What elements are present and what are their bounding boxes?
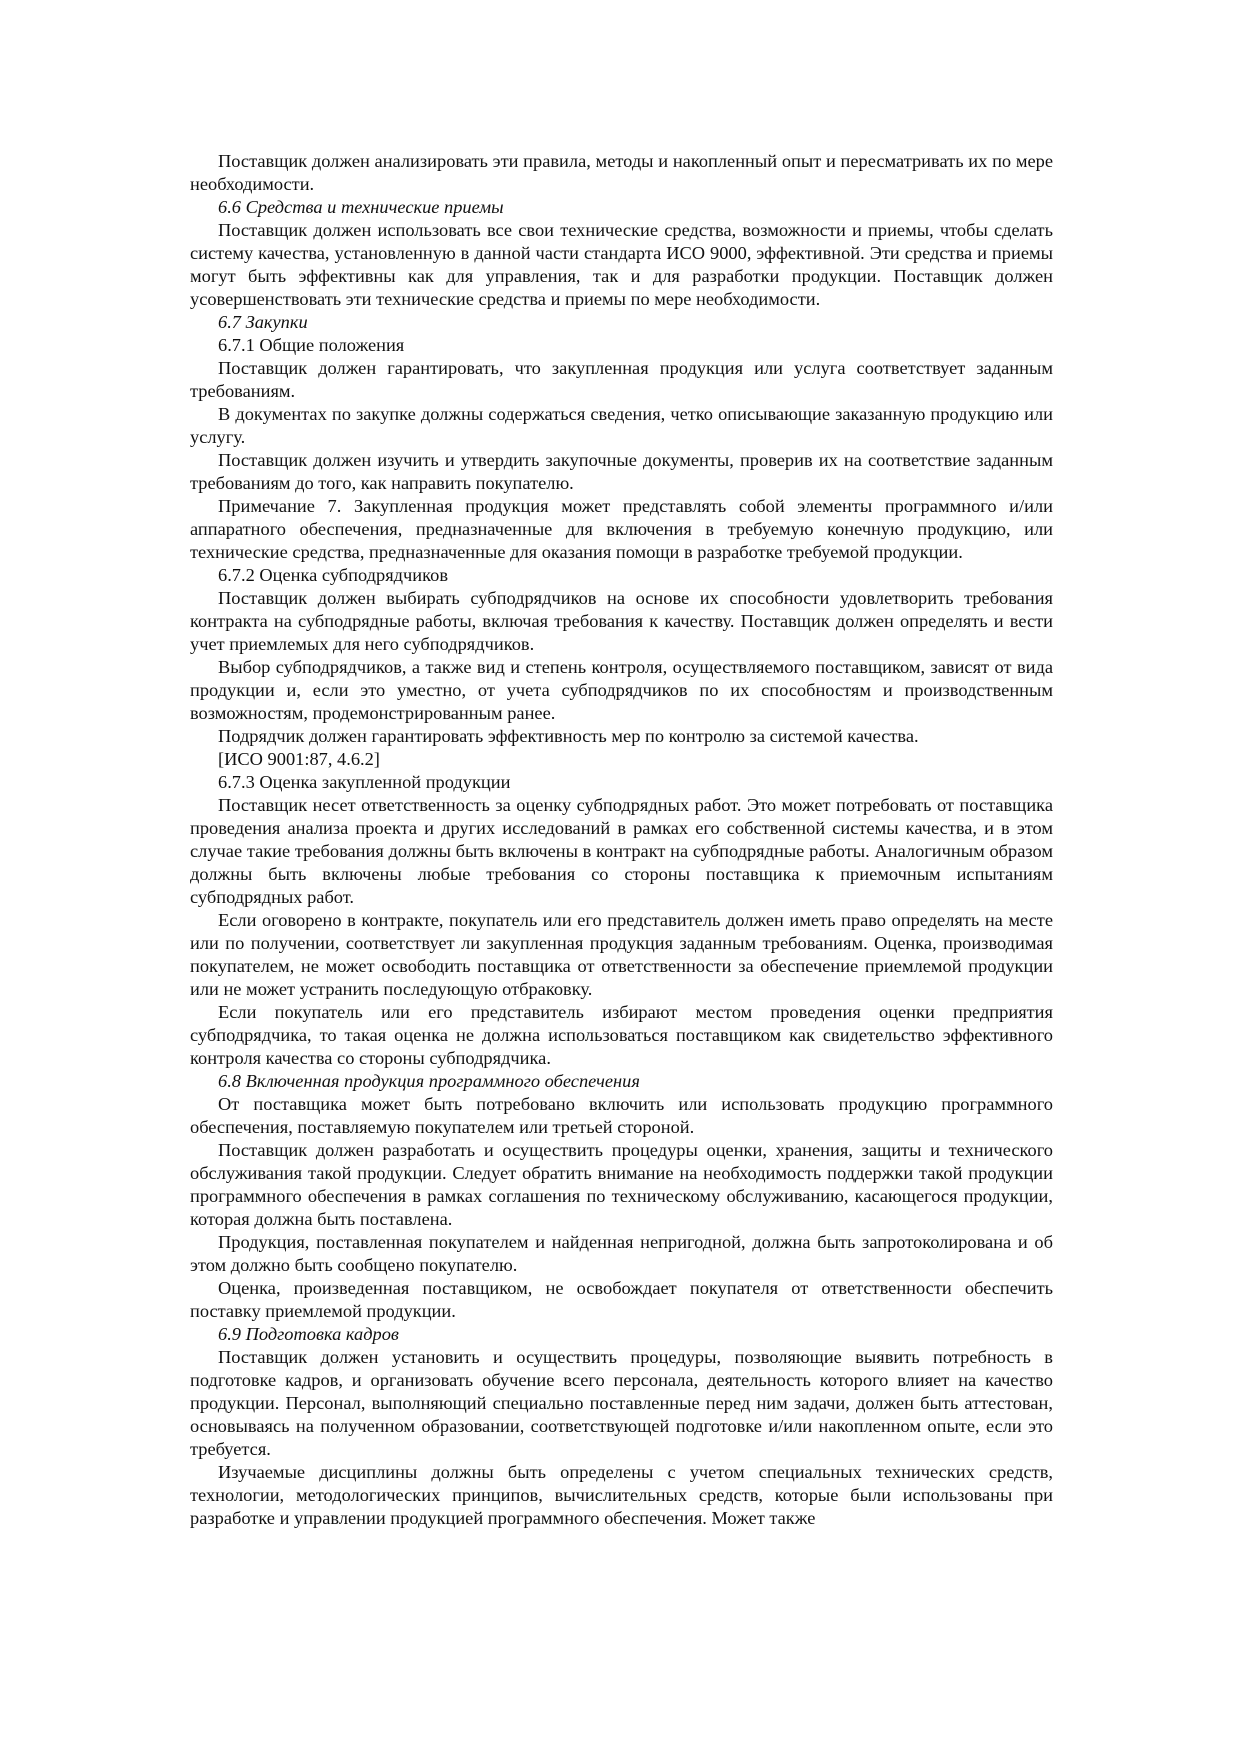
paragraph: Поставщик должен выбирать субподрядчиков на основе их способности удовлетворить требования контракта на субподрядные работы, включая требования к качеству. Поставщик должен определять и вести учет приемлемых для него субподрядчиков. xyxy=(190,588,1053,654)
paragraph: От поставщика может быть потребовано включить или использовать продукцию программного обеспечения, поставляемую покупателем или третьей стороной. xyxy=(190,1094,1053,1137)
paragraph: Если покупатель или его представитель избирают местом проведения оценки предприятия субподрядчика, то такая оценка не должна использоваться поставщиком как свидетельство эффективного контроля качества со стороны субподрядчика. xyxy=(190,1002,1053,1068)
section-heading: 6.8 Включенная продукция программного обеспечения xyxy=(218,1071,640,1091)
note-paragraph: Примечание 7. Закупленная продукция может представлять собой элементы программного и/или аппаратного обеспечения, предназначенные для включения в требуемую конечную продукцию, или технические средства, предназначенные для оказания помощи в разработке требуемой продукции. xyxy=(190,496,1053,562)
subsection-heading: 6.7.3 Оценка закупленной продукции xyxy=(218,772,511,792)
paragraph: Продукция, поставленная покупателем и найденная непригодной, должна быть запротоколирована и об этом должно быть сообщено покупателю. xyxy=(190,1232,1053,1275)
subsection-heading: 6.7.2 Оценка субподрядчиков xyxy=(218,565,448,585)
paragraph: Поставщик должен установить и осуществить процедуры, позволяющие выявить потребность в подготовке кадров, и организовать обучение всего персонала, деятельность которого влияет на качество продукции. Персонал, выполняющий специально поставленные перед ним задачи, должен быть аттестован, основываясь на полученном образовании, соответствующей подготовке и/или накопленном опыте, если это требуется. xyxy=(190,1347,1053,1459)
paragraph: Поставщик должен разработать и осуществить процедуры оценки, хранения, защиты и технического обслуживания такой продукции. Следует обратить внимание на необходимость поддержки такой продукции программного обеспечения в рамках соглашения по техническому обслуживанию, касающегося продукции, которая должна быть поставлена. xyxy=(190,1140,1053,1229)
paragraph: Подрядчик должен гарантировать эффективность мер по контролю за системой качества. xyxy=(218,726,919,746)
subsection-heading: 6.7.1 Общие положения xyxy=(218,335,405,355)
section-heading: 6.6 Средства и технические приемы xyxy=(218,197,504,217)
paragraph: Если оговорено в контракте, покупатель или его представитель должен иметь право определять на месте или по получении, соответствует ли закупленная продукция заданным требованиям. Оценка, производимая покупателем, не может освободить поставщика от ответственности за обеспечение приемлемой продукции или не может устранить последующую отбраковку. xyxy=(190,910,1053,999)
paragraph: Оценка, произведенная поставщиком, не освобождает покупателя от ответственности обеспечить поставку приемлемой продукции. xyxy=(190,1278,1053,1321)
section-heading: 6.9 Подготовка кадров xyxy=(218,1324,399,1344)
paragraph: В документах по закупке должны содержаться сведения, четко описывающие заказанную продукцию или услугу. xyxy=(190,404,1053,447)
paragraph: Изучаемые дисциплины должны быть определены с учетом специальных технических средств, технологии, методологических принципов, вычислительных средств, которые были использованы при разработке и управлении продукцией программного обеспечения. Может также xyxy=(190,1462,1053,1528)
paragraph: Выбор субподрядчиков, а также вид и степень контроля, осуществляемого поставщиком, зависят от вида продукции и, если это уместно, от учета субподрядчиков по их способностям и производственным возможностям, продемонстрированным ранее. xyxy=(190,657,1053,723)
paragraph: Поставщик должен использовать все свои технические средства, возможности и приемы, чтобы сделать систему качества, установленную в данной части стандарта ИСО 9000, эффективной. Эти средства и приемы могут быть эффективны как для управления, так и для разработки продукции. Поставщик должен усовершенствовать эти технические средства и приемы по мере необходимости. xyxy=(190,220,1053,309)
paragraph: Поставщик должен гарантировать, что закупленная продукция или услуга соответствует заданным требованиям. xyxy=(190,358,1053,401)
text-column xyxy=(190,150,1053,1530)
paragraph: Поставщик должен изучить и утвердить закупочные документы, проверив их на соответствие заданным требованиям до того, как направить покупателю. xyxy=(190,450,1053,493)
paragraph: Поставщик должен анализировать эти правила, методы и накопленный опыт и пересматривать их по мере необходимости. xyxy=(190,151,1053,194)
paragraph: Поставщик несет ответственность за оценку субподрядных работ. Это может потребовать от поставщика проведения анализа проекта и других исследований в рамках его собственной системы качества, и в этом случае такие требования должны быть включены в контракт на субподрядные работы. Аналогичным образом должны быть включены любые требования со стороны поставщика к приемочным испытаниям субподрядных работ. xyxy=(190,795,1053,907)
section-heading: 6.7 Закупки xyxy=(218,312,308,332)
reference-line: [ИСО 9001:87, 4.6.2] xyxy=(218,749,380,769)
